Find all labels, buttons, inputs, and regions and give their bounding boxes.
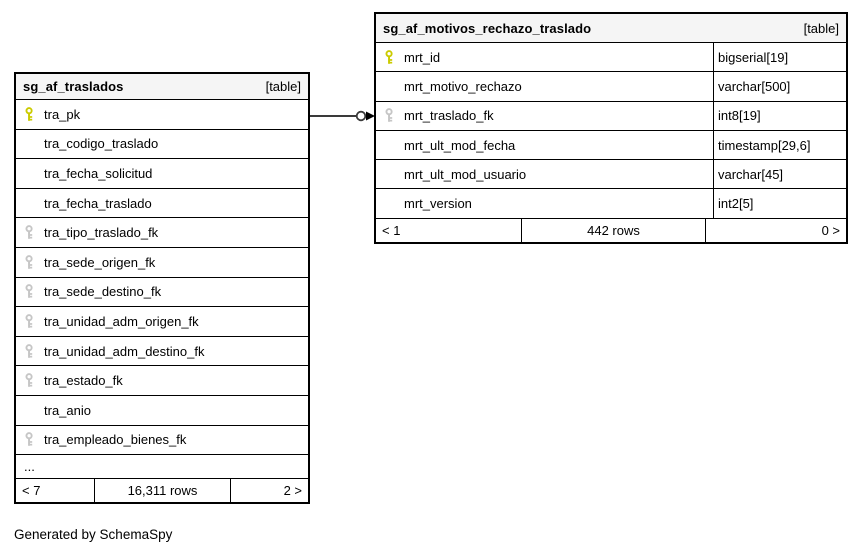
column-row-tra-unidad-adm-origen-fk [16, 307, 308, 337]
column-row-tra-unidad-adm-destino-fk [16, 337, 308, 367]
footer-outgoing-count: 0 > [821, 222, 840, 238]
footer-incoming-count: < 7 [16, 479, 95, 502]
foreign-key-icon [25, 314, 34, 329]
column-type: varchar[45] [713, 160, 846, 188]
column-row-mrt-id [376, 43, 846, 72]
column-name: mrt_traslado_fk [404, 108, 494, 124]
column-row-tra-codigo-traslado [16, 130, 308, 160]
column-type: varchar[500] [713, 72, 846, 100]
column-name: tra_fecha_traslado [44, 195, 152, 211]
column-name: tra_tipo_traslado_fk [44, 225, 159, 241]
column-name: tra_empleado_bienes_fk [44, 432, 187, 448]
column-row-mrt-traslado-fk [376, 102, 846, 131]
column-row-tra-sede-destino-fk [16, 278, 308, 308]
column-row-tra-pk [16, 100, 308, 130]
column-name: tra_anio [44, 402, 91, 418]
table-header[interactable] [16, 74, 308, 100]
foreign-key-icon [25, 284, 34, 299]
column-name: tra_fecha_solicitud [44, 165, 153, 181]
column-name: tra_pk [44, 106, 81, 122]
column-name: mrt_ult_mod_usuario [404, 166, 527, 182]
foreign-key-icon [385, 108, 394, 123]
column-name: tra_codigo_traslado [44, 136, 159, 152]
column-name: tra_sede_origen_fk [44, 254, 156, 270]
column-name: mrt_version [404, 196, 472, 212]
column-row-mrt-version [376, 189, 846, 218]
primary-key-icon [25, 107, 34, 122]
column-name: tra_sede_destino_fk [44, 284, 162, 300]
column-row-mrt-motivo-rechazo [376, 72, 846, 101]
column-type: bigserial[19] [713, 43, 846, 71]
column-name: mrt_id [404, 49, 441, 65]
column-row-tra-fecha-traslado [16, 189, 308, 219]
table-title[interactable]: sg_af_traslados [23, 79, 124, 94]
column-name: tra_unidad_adm_destino_fk [44, 343, 205, 359]
primary-key-icon [385, 50, 394, 65]
foreign-key-icon [25, 432, 34, 447]
column-name: mrt_ult_mod_fecha [404, 137, 516, 153]
column-name: tra_unidad_adm_origen_fk [44, 313, 199, 329]
table-tag: [table] [265, 79, 301, 94]
table-tag: [table] [803, 20, 839, 36]
column-row-tra-fecha-solicitud [16, 159, 308, 189]
column-name: tra_estado_fk [44, 373, 123, 389]
column-row-tra-empleado-bienes-fk [16, 426, 308, 456]
table-sg-af-traslados [14, 72, 310, 504]
column-name: mrt_motivo_rechazo [404, 78, 522, 94]
footer-row-count: 442 rows [522, 219, 706, 242]
foreign-key-icon [25, 344, 34, 359]
column-type: timestamp[29,6] [713, 131, 846, 159]
footer-incoming-count: < 1 [376, 219, 522, 242]
foreign-key-icon [25, 255, 34, 270]
column-type: int8[19] [713, 102, 846, 130]
hidden-columns-ellipsis: ... [16, 455, 308, 479]
footer-outgoing-count: 2 > [283, 483, 302, 499]
column-row-mrt-ult-mod-fecha [376, 131, 846, 160]
column-type: int2[5] [713, 189, 846, 217]
column-row-tra-tipo-traslado-fk [16, 218, 308, 248]
table-footer [16, 479, 308, 502]
column-row-mrt-ult-mod-usuario [376, 160, 846, 189]
generated-by-credit: Generated by SchemaSpy [14, 527, 173, 542]
footer-row-count: 16,311 rows [95, 479, 231, 502]
table-title[interactable]: sg_af_motivos_rechazo_traslado [383, 20, 592, 36]
column-row-tra-estado-fk [16, 366, 308, 396]
column-row-tra-sede-origen-fk [16, 248, 308, 278]
table-sg-af-motivos-rechazo-traslado [374, 12, 848, 244]
foreign-key-icon [25, 373, 34, 388]
column-row-tra-anio [16, 396, 308, 426]
foreign-key-icon [25, 225, 34, 240]
table-header[interactable] [376, 14, 846, 43]
table-footer [376, 219, 846, 242]
